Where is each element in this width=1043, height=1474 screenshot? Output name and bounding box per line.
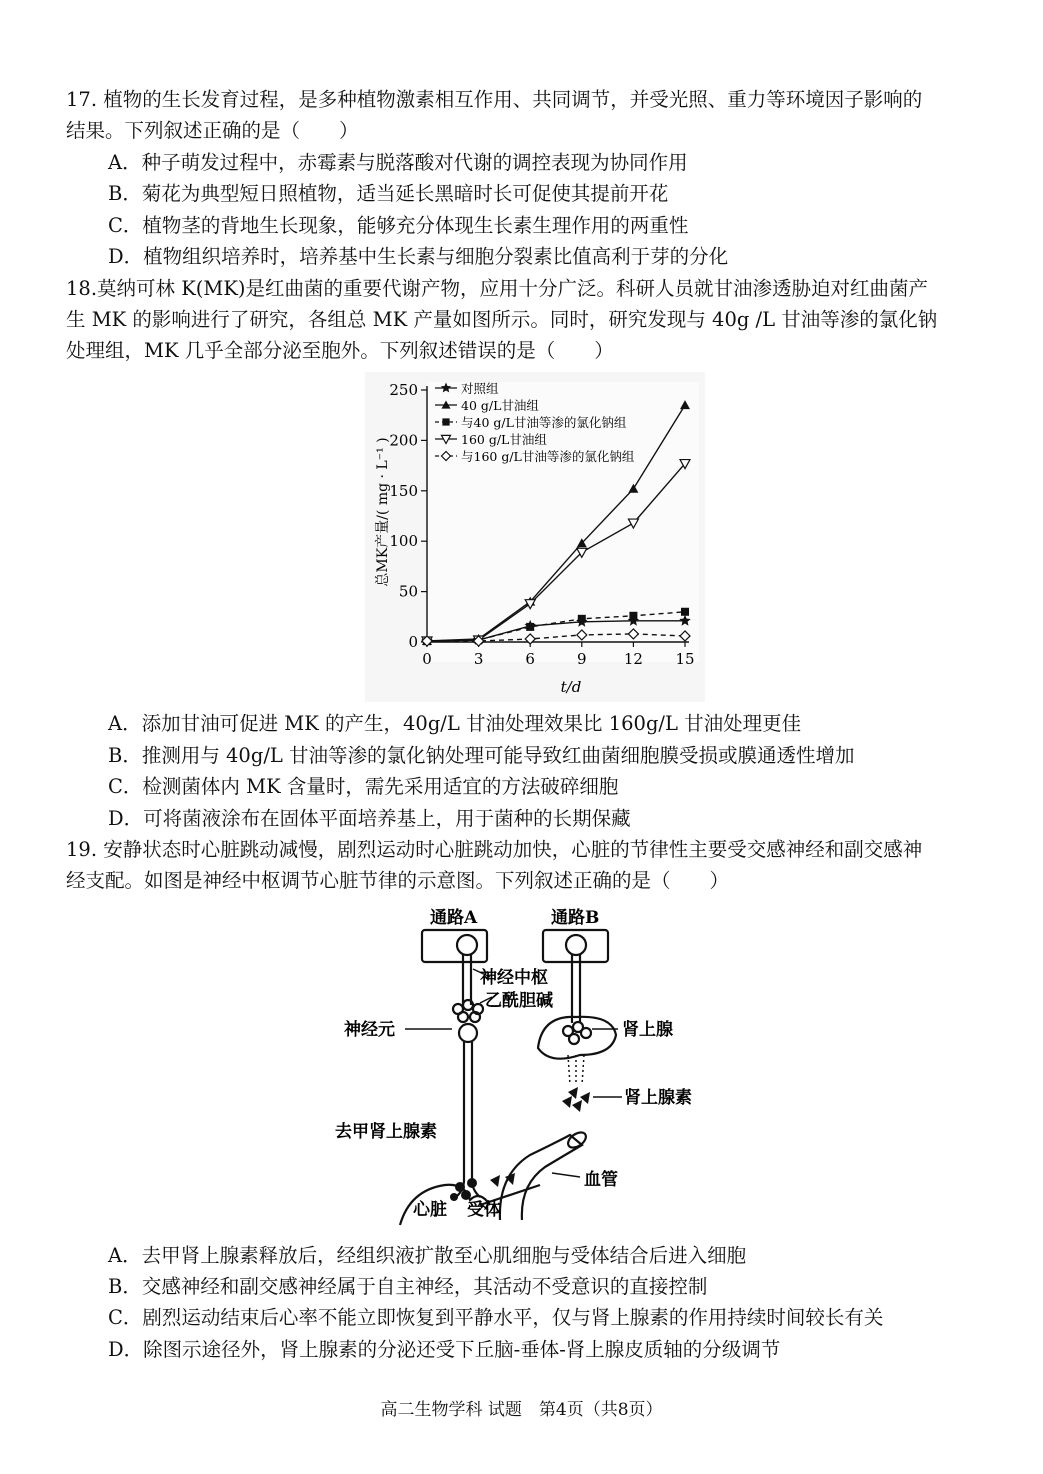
path-b-axon — [572, 955, 580, 1023]
chart-x-tick-label: 15 — [675, 650, 695, 668]
label-path-a: 通路A — [430, 908, 478, 928]
chart-point-square — [526, 623, 534, 631]
q18-option-d: D．可将菌液涂布在固体平面培养基上，用于菌种的长期保藏 — [108, 807, 631, 830]
chart-xlabel: t/d — [560, 678, 582, 696]
heart-regulation-diagram — [330, 905, 730, 1230]
chart-y-tick-label: 250 — [389, 381, 418, 399]
chart-point-square — [442, 418, 449, 425]
label-receptor: 受体 — [467, 1200, 501, 1220]
chart-legend-label: 与40 g/L甘油等渗的氯化钠组 — [461, 415, 627, 430]
chart-legend-label: 对照组 — [461, 381, 499, 396]
q19-stem-line2: 经支配。如图是神经中枢调节心脏节律的示意图。下列叙述正确的是（ ） — [66, 869, 730, 892]
label-heart: 心脏 — [413, 1200, 447, 1220]
neuron-body — [459, 1024, 477, 1042]
label-adrenal-gland: 肾上腺 — [622, 1020, 673, 1040]
q19-option-a: A．去甲肾上腺素释放后，经组织液扩散至心肌细胞与受体结合后进入细胞 — [108, 1244, 747, 1267]
label-nerve-center: 神经中枢 — [480, 968, 548, 988]
label-path-b: 通路B — [551, 908, 600, 928]
label-norepinephrine: 去甲肾上腺素 — [335, 1122, 437, 1142]
path-a-neuron-body — [457, 935, 477, 955]
chart-x-tick-label: 6 — [525, 650, 535, 668]
chart-point-square — [578, 615, 586, 623]
q18-option-c: C．检测菌体内 MK 含量时，需先采用适宜的方法破碎细胞 — [108, 775, 619, 798]
chart-point-square — [629, 612, 637, 620]
q17-stem-line1: 17. 植物的生长发育过程，是多种植物激素相互作用、共同调节，并受光照、重力等环境因子影响的 — [66, 88, 923, 111]
q18-stem-line2: 生 MK 的影响进行了研究，各组总 MK 产量如图所示。同时，研究发现与 40g /L 甘油等渗的氯化钠 — [66, 308, 938, 331]
chart-y-tick-label: 0 — [408, 633, 418, 651]
chart-y-tick-label: 100 — [389, 532, 418, 551]
path-b-neuron-body — [566, 935, 586, 955]
chart-point-square — [681, 608, 689, 616]
q18-option-b: B．推测用与 40g/L 甘油等渗的氯化钠处理可能导致红曲菌细胞膜受损或膜通透性增加 — [108, 744, 855, 767]
chart-x-tick-label: 3 — [473, 650, 484, 668]
chart-legend-label: 与160 g/L甘油等渗的氯化钠组 — [461, 449, 635, 464]
q18-stem-line1: 18.莫纳可林 K(MK)是红曲菌的重要代谢产物，应用十分广泛。科研人员就甘油渗透胁迫对红曲菌产 — [66, 277, 929, 300]
neuron-axon — [456, 1042, 480, 1197]
q17-stem-line2: 结果。下列叙述正确的是（ ） — [66, 119, 359, 142]
q17-option-c: C．植物茎的背地生长现象，能够充分体现生长素生理作用的两重性 — [108, 214, 689, 237]
chart-legend-label: 160 g/L甘油组 — [461, 432, 547, 447]
q17-option-d: D．植物组织培养时，培养基中生长素与细胞分裂素比值高利于芽的分化 — [108, 245, 729, 268]
q19-option-c: C．剧烈运动结束后心率不能立即恢复到平静水平，仅与肾上腺素的作用持续时间较长有关 — [108, 1306, 884, 1329]
q19-stem-line1: 19. 安静状态时心脏跳动减慢，剧烈运动时心脏跳动加快，心脏的节律性主要受交感神经和副交感神 — [66, 838, 923, 861]
q17-option-b: B．菊花为典型短日照植物，适当延长黑暗时长可促使其提前开花 — [108, 182, 669, 205]
q19-option-d: D．除图示途径外，肾上腺素的分泌还受下丘脑-垂体-肾上腺皮质轴的分级调节 — [108, 1338, 781, 1361]
page-footer: 高二生物学科 试题 第4页（共8页） — [380, 1400, 663, 1420]
q19-option-b: B．交感神经和副交感神经属于自主神经，其活动不受意识的直接控制 — [108, 1275, 708, 1298]
mk-production-chart — [365, 372, 705, 702]
chart-y-tick-label: 50 — [398, 582, 418, 601]
label-acetylcholine: 乙酰胆碱 — [485, 991, 553, 1011]
label-epinephrine: 肾上腺素 — [624, 1088, 692, 1108]
q18-option-a: A．添加甘油可促进 MK 的产生，40g/L 甘油处理效果比 160g/L 甘油处理更佳 — [108, 712, 802, 735]
chart-x-tick-label: 0 — [422, 650, 432, 668]
q18-stem-line3: 处理组，MK 几乎全部分泌至胞外。下列叙述错误的是（ ） — [66, 339, 614, 362]
chart-y-tick-label: 150 — [389, 481, 418, 500]
chart-ylabel: 总MK产量/( mg · L⁻¹ ) — [375, 437, 391, 587]
chart-legend-label: 40 g/L甘油组 — [461, 398, 539, 413]
q17-option-a: A．种子萌发过程中，赤霉素与脱落酸对代谢的调控表现为协同作用 — [108, 151, 688, 174]
mk-chart-svg — [365, 372, 705, 702]
chart-x-tick-label: 9 — [577, 650, 587, 668]
label-blood-vessel: 血管 — [584, 1170, 618, 1190]
label-neuron: 神经元 — [344, 1020, 395, 1040]
chart-y-tick-label: 200 — [389, 431, 418, 450]
chart-x-tick-label: 12 — [623, 650, 643, 668]
diagram-svg — [330, 905, 730, 1230]
